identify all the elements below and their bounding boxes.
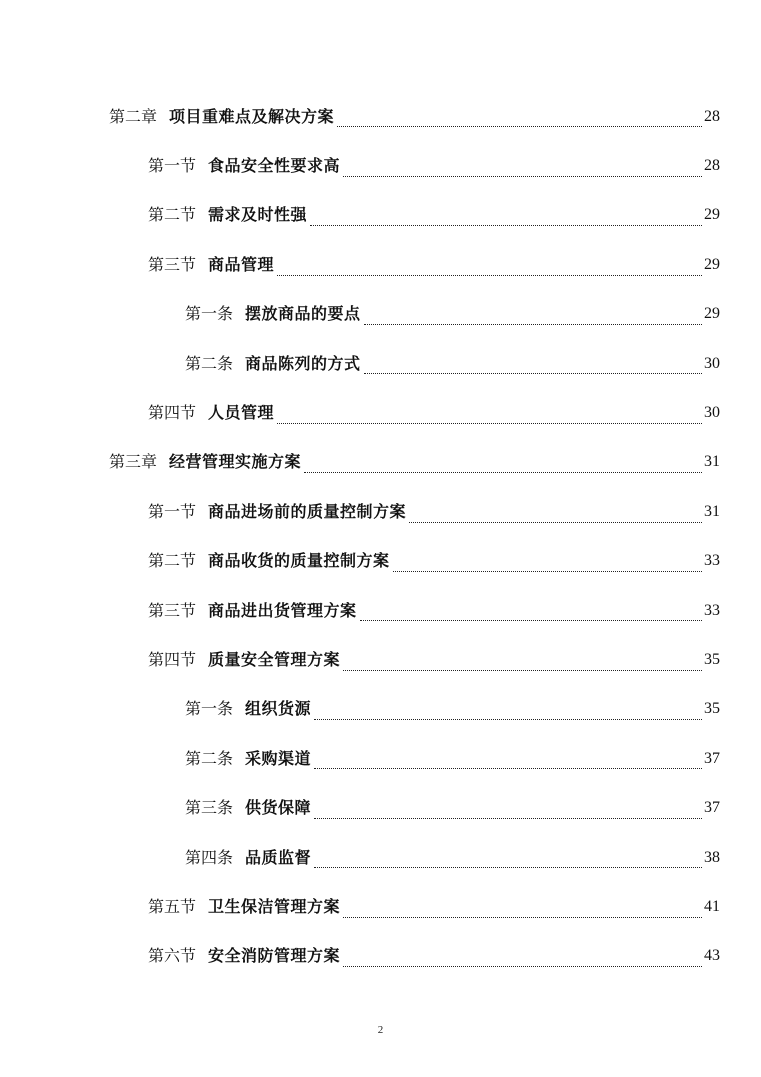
table-of-contents [0,92,761,981]
dot-leader [343,670,702,671]
toc-entry[interactable] [0,783,761,832]
toc-entry-page-number: 43 [704,947,720,965]
toc-entry-title: 商品收货的质量控制方案 [208,551,390,571]
dot-leader [314,867,702,868]
toc-entry-number: 第四节 [148,403,197,423]
toc-entry-title: 采购渠道 [245,748,312,768]
toc-entry-page-number: 38 [704,848,720,866]
toc-entry-page-number: 30 [704,354,720,372]
dot-leader [364,324,702,325]
toc-entry-content [148,537,720,586]
toc-entry-content [185,290,720,339]
toc-entry-title: 供货保障 [245,798,312,818]
toc-entry-page-number: 31 [704,502,720,520]
toc-entry-content [148,388,720,437]
dot-leader [304,472,702,473]
toc-entry-title: 摆放商品的要点 [245,304,361,324]
dot-leader [337,126,702,127]
toc-entry-number: 第四节 [148,649,197,669]
toc-entry-page-number: 28 [704,107,720,125]
dot-leader [360,620,702,621]
toc-entry-title: 商品进场前的质量控制方案 [208,501,407,521]
toc-entry-page-number: 30 [704,404,720,422]
toc-entry-number: 第一节 [148,156,197,176]
toc-entry[interactable] [0,290,761,339]
toc-entry-number: 第三条 [185,798,234,818]
toc-entry-content [148,487,720,536]
toc-entry-title: 人员管理 [208,403,275,423]
toc-entry-page-number: 33 [704,552,720,570]
toc-entry-page-number: 33 [704,601,720,619]
toc-entry[interactable] [0,734,761,783]
toc-entry[interactable] [0,339,761,388]
toc-entry[interactable] [0,141,761,190]
toc-entry-page-number: 28 [704,157,720,175]
toc-entry-title: 卫生保洁管理方案 [208,896,341,916]
toc-entry-content [148,191,720,240]
toc-entry[interactable] [0,487,761,536]
dot-leader [364,373,702,374]
toc-entry-page-number: 29 [704,206,720,224]
toc-entry-number: 第二章 [109,106,158,126]
toc-entry-content [148,586,720,635]
page-number: 2 [377,1024,384,1036]
toc-entry-page-number: 37 [704,749,720,767]
toc-entry-number: 第二条 [185,353,234,373]
toc-entry-number: 第二节 [148,205,197,225]
toc-entry-page-number: 29 [704,305,720,323]
toc-entry-page-number: 41 [704,897,720,915]
toc-entry-title: 食品安全性要求高 [208,156,341,176]
dot-leader [310,225,702,226]
toc-entry[interactable] [0,537,761,586]
toc-entry-content [148,141,720,190]
dot-leader [314,719,702,720]
toc-entry-title: 商品管理 [208,254,275,274]
toc-entry-number: 第四条 [185,847,234,867]
toc-entry-content [185,685,720,734]
toc-entry[interactable] [0,586,761,635]
toc-entry-title: 商品进出货管理方案 [208,600,357,620]
toc-entry[interactable] [0,882,761,931]
toc-entry-content [185,833,720,882]
toc-entry[interactable] [0,92,761,141]
toc-entry[interactable] [0,635,761,684]
toc-entry-page-number: 35 [704,650,720,668]
toc-entry-content [185,734,720,783]
toc-entry[interactable] [0,240,761,289]
dot-leader [277,423,702,424]
toc-entry[interactable] [0,833,761,882]
toc-entry-number: 第一节 [148,501,197,521]
toc-entry-title: 品质监督 [245,847,312,867]
toc-entry-title: 安全消防管理方案 [208,946,341,966]
toc-entry-number: 第三节 [148,254,197,274]
dot-leader [314,818,702,819]
toc-entry-title: 组织货源 [245,699,312,719]
toc-entry-content [185,339,720,388]
dot-leader [409,522,702,523]
toc-entry-title: 商品陈列的方式 [245,353,361,373]
toc-entry-content [148,932,720,981]
toc-entry[interactable] [0,685,761,734]
toc-entry-content [148,240,720,289]
dot-leader [343,966,702,967]
toc-entry-content [148,635,720,684]
toc-entry[interactable] [0,438,761,487]
toc-entry-number: 第一条 [185,304,234,324]
toc-entry-page-number: 29 [704,255,720,273]
toc-entry-content [109,92,720,141]
toc-entry-title: 质量安全管理方案 [208,649,341,669]
toc-entry-title: 需求及时性强 [208,205,308,225]
toc-entry-page-number: 35 [704,700,720,718]
toc-entry-content [185,783,720,832]
toc-entry-number: 第六节 [148,946,197,966]
dot-leader [277,275,702,276]
toc-entry-title: 经营管理实施方案 [169,452,302,472]
toc-entry-number: 第三章 [109,452,158,472]
toc-entry[interactable] [0,191,761,240]
toc-entry-page-number: 37 [704,799,720,817]
toc-entry-number: 第二条 [185,748,234,768]
toc-entry[interactable] [0,932,761,981]
dot-leader [314,768,702,769]
toc-entry-number: 第五节 [148,896,197,916]
toc-entry-content [109,438,720,487]
toc-entry-content [148,882,720,931]
toc-entry-number: 第一条 [185,699,234,719]
dot-leader [393,571,702,572]
dot-leader [343,176,702,177]
toc-entry-number: 第二节 [148,551,197,571]
toc-entry[interactable] [0,388,761,437]
toc-entry-title: 项目重难点及解决方案 [169,106,335,126]
toc-entry-number: 第三节 [148,600,197,620]
dot-leader [343,917,702,918]
toc-entry-page-number: 31 [704,453,720,471]
